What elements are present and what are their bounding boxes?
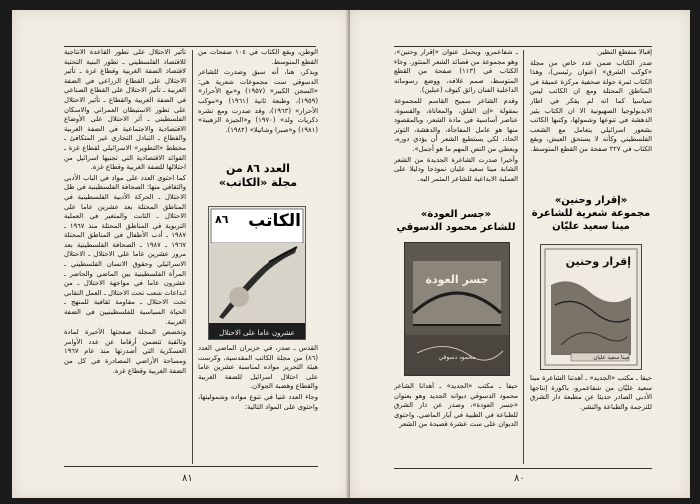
- book-author: محمود دسوقي: [438, 354, 476, 361]
- paragraph: حيفا ـ مكتب «الجديد» ـ أهدانا الشاعر محمود الدسوقي ديوانه الجديد وهو بعنوان «جسر العودة»، وصدر عن دار الشرق للطباعة في الطيبة في آيار الماضي. واحتوى الديوان على ست عشرة قصيدة من الشعر: [394, 382, 518, 429]
- column-right-bottom: [198, 344, 318, 462]
- paragraph: وجاء العدد غنيا في تنوع مواده وشموليتها، واحتوى على المواد التالية:: [198, 392, 318, 411]
- book-title: إقرار وحنين: [565, 255, 631, 268]
- column-left-top: [394, 48, 518, 194]
- page-number: ٨٠: [514, 473, 525, 484]
- paragraph: صدر الكتاب ضمن عدد خاص من مجلة «كوكب الشرق» (عنوان رئيسي)، وهذا الكتاب ثمرة جولة صحفية مركزة عميقة في المناطق المحتلة ومع ان الكاتب ليس سياسيا كما انه لم يفكر في اطار الايديولوجيا الصهيونية الا ان الكتاب يثير الدهشة في تنوعها وشمولها، وكتبها الكاتب بشعور اسرائيلي يتعامل مع الشعب الفلسطيني وكأنه لا يستحق العيش، ويقع الكتاب في ٢٢٧ صفحة من القطع المتوسط.: [530, 58, 652, 153]
- caption-jisr: [394, 382, 518, 466]
- column-right-top: [198, 48, 318, 158]
- paragraph: حيفا ـ مكتب «الجديد» ـ أهدتنا الشاعرة مينا سعيد عليّان من شفاعمرو، باكورة إنتاجها الأدبي الصادر حديثا عن مطبعة دار الشرق للترجمة والطباعة والنشر.: [530, 374, 652, 411]
- book-cover-iqrar: [540, 244, 642, 370]
- paragraph: كما احتوى العدد على مواد في الباب الأدبي والثقافي منها: الصحافة الفلسطينية في ظل الاحتلال ـ الحركة الأدبية الفلسطينية في المناطق المحتلة بعد عشرين عاما على الاحتلال ـ الثابت والمتغير في العملية التربوية في المناطق المحتلة منذ ١٩٦٧ ـ ١٩٨٧ ـ أدب الأطفال في المناطق المحتلة ١٩٦٧ ـ ١٩٨٧ ـ الصحافة الفلسطينية بعد مرور عشرين عاما على الاحتلال ـ الاحتلال الاسرائيلي وحقوق الانسان الفلسطيني ـ المرأة الفلسطينية بين الماضي والحاضر ـ عشرون عاما في مواجهة الاحتلال ـ من ابداعات شعب تحت الاحتلال ـ العمل النقابي تحت الاحتلال ـ مقاومة ثقافية للمنهج ـ الحياة السياسية للفلسطينيين في الضفة الغربية.: [64, 173, 186, 326]
- magazine-issue: ٨٦: [215, 213, 229, 226]
- article-heading-magazine: [198, 162, 318, 190]
- bottom-rule: [64, 466, 318, 467]
- column-left: [64, 48, 186, 464]
- paragraph: ويذكر، هنا، أنه سبق وصدرت للشاعر الدسوقي ست مجموعات شعرية هي: «السجن الكبير» (١٩٥٧) و«مع الأحرار» (١٩٥٩)، وطبعة ثانية (١٩٦١) و«موكب الأحرار» (١٩٦٣)، وقد صدرت ومع نشره ذكريات ولد» (١٩٧٠) و«الجيزة الزهبية» (١٩٨١) و«صبرا وشاتيلا» (١٩٨٢).: [198, 68, 318, 134]
- page-number: ٨١: [182, 473, 193, 484]
- heading-line: العدد ٨٦ من: [226, 162, 290, 175]
- heading-line: مجلة «الكاتب»: [218, 176, 298, 189]
- paragraph: وتخصص المجلة صفحتها الأخيرة لمادة وثائقية تتضمن أرقاما عن عدد الأوامر العسكرية التي أصدرتها منذ عام ١٩٦٧ ومساحة الأراضي المصادرة في كل من الضفة الغربية وقطاع غزة.: [64, 328, 186, 375]
- paragraph: تأثير الاحتلال على تطور القاعدة الانتاجية للاقتصاد الفلسطيني ـ تطور البنية التحتية لاقتصاد الضفة الغربية وقطاع غزة ـ تأثير الاحتلال على القطاع الزراعي في الضفة الغربية ـ تأثير الاحتلال على القطاع الصناعي في الضفة الغربية والقطاع ـ تأثير الاحتلال على تطور الاستيطان العمراني والاسكان الفلسطيني ـ أثر الاحتلال على الأوضاع الاقتصادية والاجتماعية في الضفة الغربية والقطاع ـ التبادل التجاري غير المتكافئ ـ مخطط «التطوير» الاسرائيلي لقطاع غزة ـ الفوائد الاقتصادية التي تجنيها اسرائيل من احتلالها للضفة الغربية وقطاع غزة.: [64, 48, 186, 172]
- heading-line: «إقرار وحنين»: [554, 195, 628, 206]
- heading-line: مينا سعيد عليّان: [552, 221, 630, 232]
- article-heading-jisr: [394, 208, 518, 234]
- page-right: [350, 10, 690, 498]
- page-left: [12, 10, 350, 498]
- book-title: جسر العودة: [425, 273, 489, 286]
- paragraph: وأخيرا صدرت الشاعرة الجديدة من الشعر الشابة مينا سعيد عليان نموذجا ودليلا على العملية الابداعية للشاعر المثمر اليه.: [394, 155, 518, 183]
- caption-iqrar: [530, 374, 652, 466]
- book-author: مينا سعيد عليان: [593, 355, 629, 361]
- magazine-cover-image: [208, 206, 306, 340]
- heading-line: مجموعة شعرية للشاعرة: [531, 208, 651, 219]
- paragraph: وقدم الشاعر سميح القاسم للمجموعة بمقولة «إن القلق، والمعاناة، والقسوة، عناصر أساسية في مادة الشعر، وبالمقصود منها هو عامل المفاجأة، والدهشة، التوتر الحاد، لكي يستطيع الشعر أن يؤدي دوره، ويعطي من النص المهم ما هو أجمل».: [394, 96, 518, 153]
- book-cover-jisr: [404, 242, 510, 376]
- bottom-rule: [394, 468, 652, 469]
- paragraph: ـ شفاعمرو، ويحمل عنوان «إقرار وحنين»، وهو مجموعة من قصائد الشعر المنثور. وجاء الكتاب في (١١٣) صفحة من القطع المتوسط، صمم غلافه، ووضع رسوماته الداخلية الفنان رائق كيوف (عبلين).: [394, 48, 518, 95]
- heading-line: «جسر العودة»: [420, 209, 492, 220]
- column-right-top: [530, 48, 652, 188]
- column-divider: [192, 50, 193, 464]
- heading-line: للشاعر محمود الدسوقي: [396, 222, 516, 233]
- column-divider: [523, 50, 524, 464]
- magazine-cover-text: عشرون عاما على الاحتلال: [219, 329, 295, 337]
- top-rule: [64, 46, 316, 47]
- paragraph: الوطن، ويقع الكتاب في ١٠٤ صفحات من القطع المتوسط.: [198, 48, 318, 66]
- paragraph: القدس ـ صدر، في حزيران الماضي العدد (٨٦) من مجلة الكاتب المقدسية، وكرست هيئة التحرير مواده لمناسبة عشرين عاما على احتلال اسرائيل للضفة الغربية والقطاع وهضبة الجولان.: [198, 344, 318, 391]
- article-heading-iqrar: [530, 194, 652, 233]
- paragraph: إقبالا منقطع النظير.: [596, 48, 652, 56]
- top-rule: [394, 46, 652, 47]
- magazine-title: الكاتب: [248, 211, 301, 231]
